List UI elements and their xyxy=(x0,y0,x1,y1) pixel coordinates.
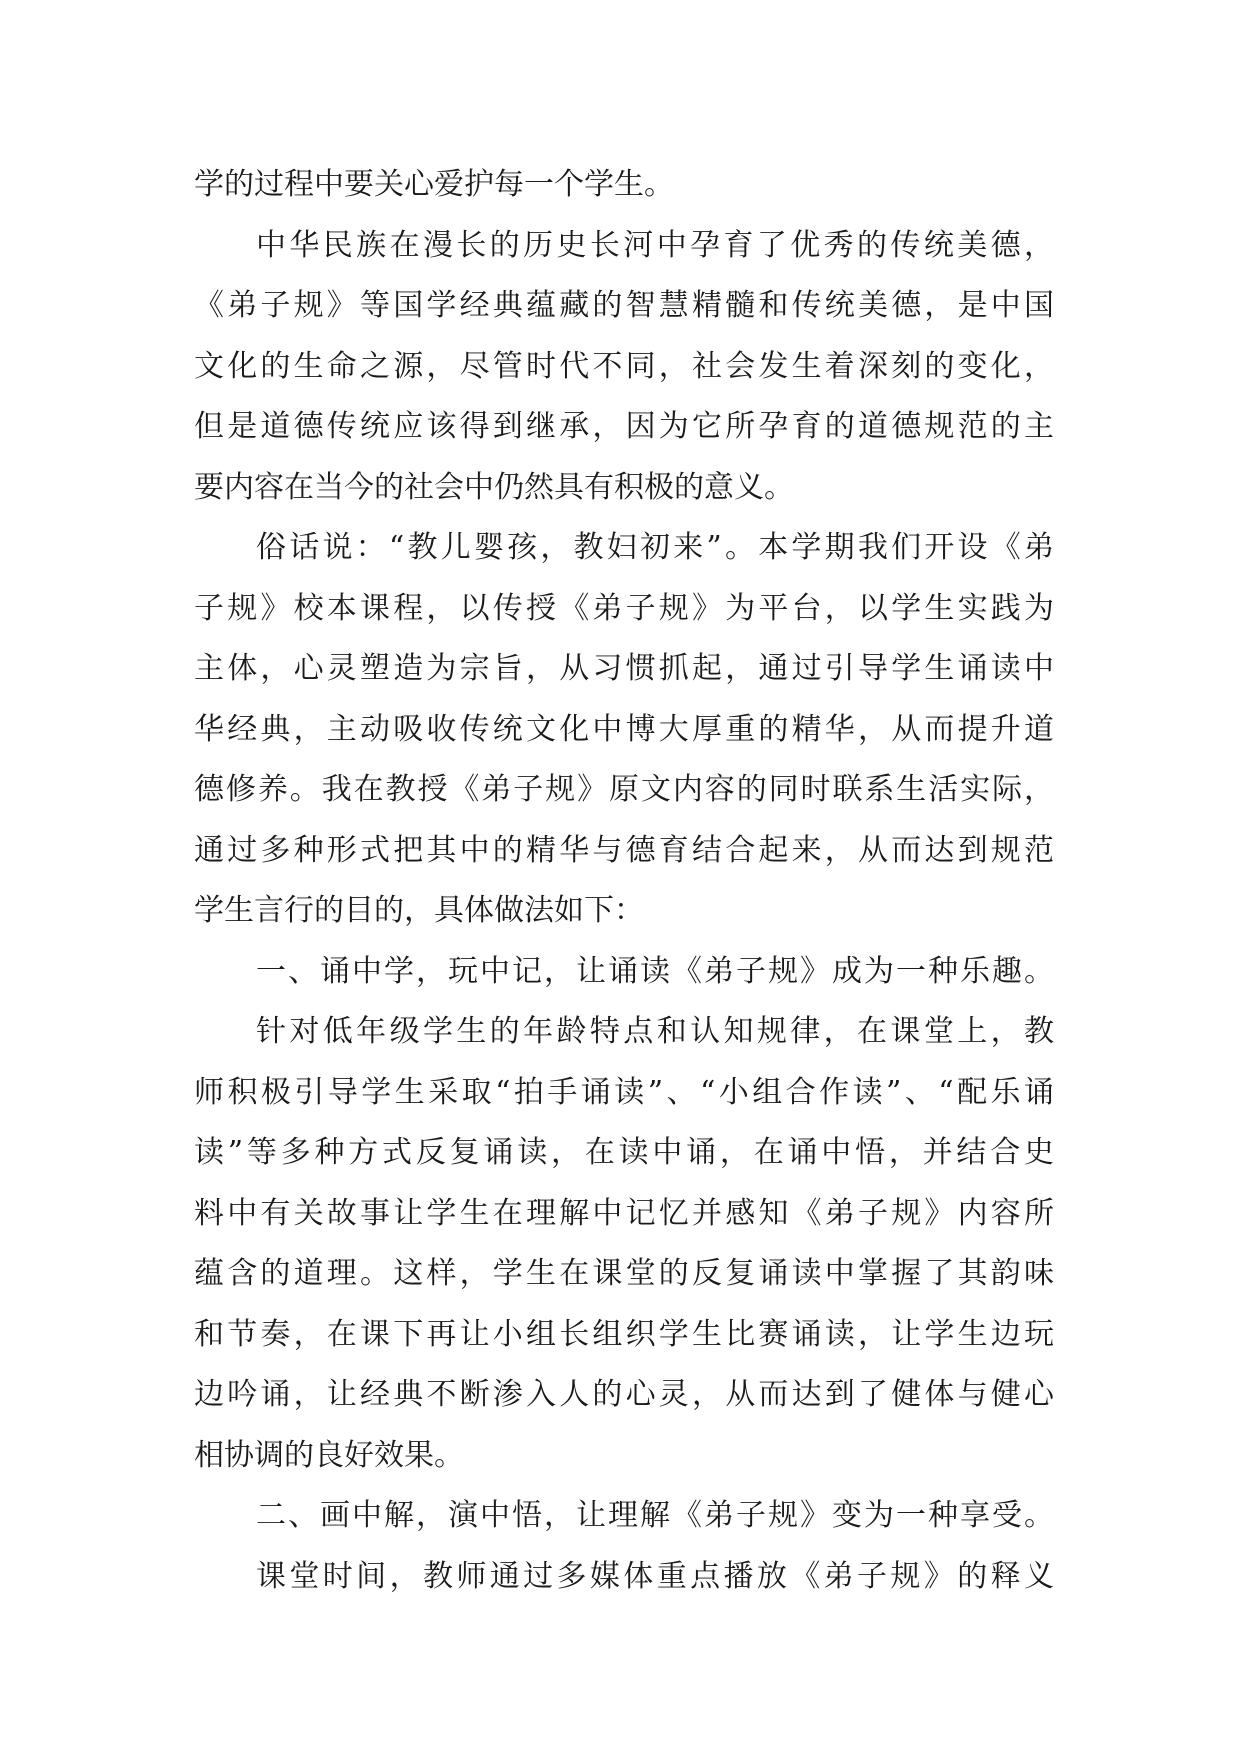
text-line: 华经典，主动吸收传统文化中博大厚重的精华，从而提升道 xyxy=(194,711,1054,747)
text-line: 但是道德传统应该得到继承，因为它所孕育的道德规范的主 xyxy=(194,409,1054,444)
text-line: 通过多种形式把其中的精华与德育结合起来，从而达到规范 xyxy=(194,832,1054,868)
text-line: 针对低年级学生的年龄特点和认知规律，在课堂上，教 xyxy=(256,1014,1054,1049)
text-line: 料中有关故事让学生在理解中记忆并感知《弟子规》内容所 xyxy=(194,1195,1054,1231)
section-heading: 二、画中解，演中悟，让理解《弟子规》变为一种享受。 xyxy=(256,1498,1054,1533)
text-line: 《弟子规》等国学经典蕴藏的智慧精髓和传统美德，是中国 xyxy=(194,288,1054,323)
text-line: 课堂时间，教师通过多媒体重点播放《弟子规》的释义 xyxy=(256,1558,1054,1594)
text-line: 读”等多种方式反复诵读，在读中诵，在诵中悟，并结合史 xyxy=(194,1135,1054,1170)
text-line: 子规》校本课程，以传授《弟子规》为平台，以学生实践为 xyxy=(194,590,1054,626)
text-line: 和节奏，在课下再让小组长组织学生比赛诵读，让学生边玩 xyxy=(194,1316,1054,1352)
text-line: 德修养。我在教授《弟子规》原文内容的同时联系生活实际， xyxy=(194,772,1054,807)
section-heading: 一、诵中学，玩中记，让诵读《弟子规》成为一种乐趣。 xyxy=(256,953,1054,989)
text-line: 相协调的良好效果。 xyxy=(194,1437,464,1473)
text-line: 蕴含的道理。这样，学生在课堂的反复诵读中掌握了其韵味 xyxy=(194,1256,1054,1291)
text-line: 学的过程中要关心爱护每一个学生。 xyxy=(194,167,674,202)
document-body xyxy=(194,155,1054,1607)
text-line: 要内容在当今的社会中仍然具有积极的意义。 xyxy=(194,469,794,505)
text-line: 师积极引导学生采取“拍手诵读”、“小组合作读”、“配乐诵 xyxy=(194,1074,1054,1110)
text-line: 文化的生命之源，尽管时代不同，社会发生着深刻的变化， xyxy=(194,348,1054,384)
text-line: 边吟诵，让经典不断渗入人的心灵，从而达到了健体与健心 xyxy=(194,1377,1054,1412)
text-line: 俗话说：“教儿婴孩，教妇初来”。本学期我们开设《弟 xyxy=(256,530,1054,565)
text-line: 中华民族在漫长的历史长河中孕育了优秀的传统美德， xyxy=(256,227,1054,263)
text-line: 学生言行的目的，具体做法如下： xyxy=(194,893,644,928)
text-line: 主体，心灵塑造为宗旨，从习惯抓起，通过引导学生诵读中 xyxy=(194,651,1054,686)
